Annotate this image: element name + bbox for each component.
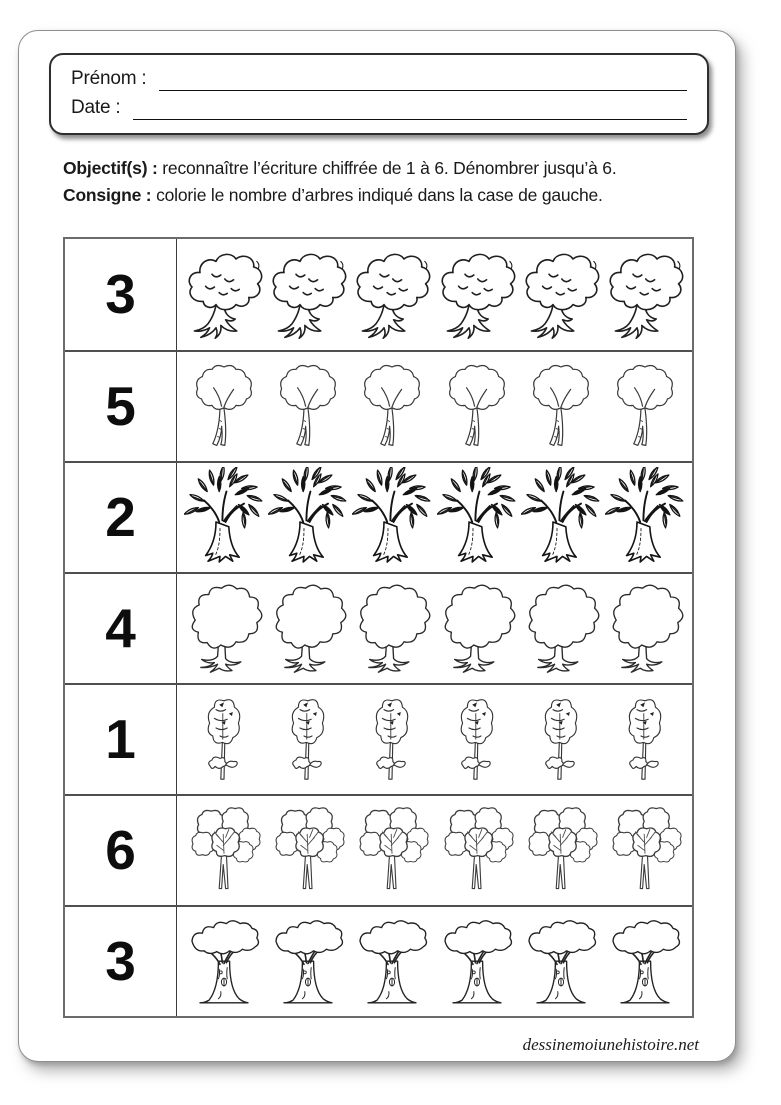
- table-row: [65, 350, 692, 461]
- oak-bushy-tree-icon: [352, 244, 432, 346]
- objective-line: [63, 155, 703, 182]
- wavy-crown-tree-icon: [184, 356, 264, 458]
- cloud-clusters-tree-icon: [184, 800, 264, 902]
- row-number: 3: [105, 263, 136, 325]
- table-row: [65, 794, 692, 905]
- wavy-crown-tree-icon: [437, 356, 517, 458]
- leafy-branches-tree-icon: [437, 467, 517, 569]
- cloud-clusters-tree-icon: [605, 800, 685, 902]
- number-cell: [65, 239, 177, 350]
- round-cloud-tree-icon: [521, 578, 601, 680]
- row-number: 3: [105, 930, 136, 992]
- wavy-crown-tree-icon: [268, 356, 348, 458]
- instructions-block: [63, 155, 703, 208]
- leafy-branches-tree-icon: [184, 467, 264, 569]
- name-row: [71, 68, 687, 91]
- trees-cell: [177, 796, 692, 905]
- round-cloud-tree-icon: [352, 578, 432, 680]
- objective-label: Objectif(s) :: [63, 158, 158, 178]
- consigne-text: colorie le nombre d’arbres indiqué dans la case de gauche.: [151, 184, 603, 205]
- row-number: 6: [105, 819, 136, 881]
- cloud-clusters-tree-icon: [268, 800, 348, 902]
- slim-tall-tree-icon: [605, 689, 685, 791]
- leafy-branches-tree-icon: [521, 467, 601, 569]
- flat-top-tree-icon: [184, 911, 264, 1013]
- slim-tall-tree-icon: [437, 689, 517, 791]
- number-cell: [65, 574, 177, 683]
- cloud-clusters-tree-icon: [437, 800, 517, 902]
- table-row: [65, 239, 692, 350]
- table-row: [65, 461, 692, 572]
- table-row: [65, 905, 692, 1016]
- round-cloud-tree-icon: [184, 578, 264, 680]
- row-number: 1: [105, 708, 136, 770]
- date-input-line[interactable]: [133, 97, 688, 120]
- website-credit: dessinemoiunehistoire.net: [522, 1035, 699, 1054]
- slim-tall-tree-icon: [184, 689, 264, 791]
- oak-bushy-tree-icon: [268, 244, 348, 346]
- leafy-branches-tree-icon: [605, 467, 685, 569]
- number-cell: [65, 463, 177, 572]
- wavy-crown-tree-icon: [352, 356, 432, 458]
- leafy-branches-tree-icon: [352, 467, 432, 569]
- exercise-table: [63, 237, 694, 1018]
- table-row: [65, 683, 692, 794]
- date-label: Date :: [71, 97, 121, 119]
- wavy-crown-tree-icon: [605, 356, 685, 458]
- name-input-line[interactable]: [159, 68, 688, 91]
- flat-top-tree-icon: [521, 911, 601, 1013]
- trees-cell: [177, 574, 692, 683]
- trees-cell: [177, 239, 692, 350]
- leafy-branches-tree-icon: [268, 467, 348, 569]
- slim-tall-tree-icon: [521, 689, 601, 791]
- objective-text: reconnaître l’écriture chiffrée de 1 à 6. Dénombrer jusqu’à 6.: [157, 158, 617, 178]
- trees-cell: [177, 352, 692, 461]
- name-date-box: [49, 53, 709, 135]
- trees-cell: [177, 907, 692, 1016]
- slim-tall-tree-icon: [352, 689, 432, 791]
- row-number: 5: [105, 375, 136, 437]
- row-number: 2: [105, 486, 136, 548]
- row-number: 4: [105, 597, 136, 659]
- oak-bushy-tree-icon: [521, 244, 601, 346]
- slim-tall-tree-icon: [268, 689, 348, 791]
- date-row: [71, 97, 687, 120]
- flat-top-tree-icon: [437, 911, 517, 1013]
- consigne-label: Consigne :: [63, 184, 152, 205]
- name-label: Prénom :: [71, 67, 147, 89]
- number-cell: [65, 907, 177, 1016]
- worksheet-page: [18, 30, 736, 1062]
- number-cell: [65, 796, 177, 905]
- flat-top-tree-icon: [268, 911, 348, 1013]
- cloud-clusters-tree-icon: [521, 800, 601, 902]
- oak-bushy-tree-icon: [605, 244, 685, 346]
- number-cell: [65, 352, 177, 461]
- trees-cell: [177, 463, 692, 572]
- flat-top-tree-icon: [352, 911, 432, 1013]
- cloud-clusters-tree-icon: [352, 800, 432, 902]
- oak-bushy-tree-icon: [184, 244, 264, 346]
- round-cloud-tree-icon: [268, 578, 348, 680]
- consigne-line: [63, 182, 703, 209]
- round-cloud-tree-icon: [437, 578, 517, 680]
- oak-bushy-tree-icon: [437, 244, 517, 346]
- flat-top-tree-icon: [605, 911, 685, 1013]
- wavy-crown-tree-icon: [521, 356, 601, 458]
- number-cell: [65, 685, 177, 794]
- table-row: [65, 572, 692, 683]
- trees-cell: [177, 685, 692, 794]
- round-cloud-tree-icon: [605, 578, 685, 680]
